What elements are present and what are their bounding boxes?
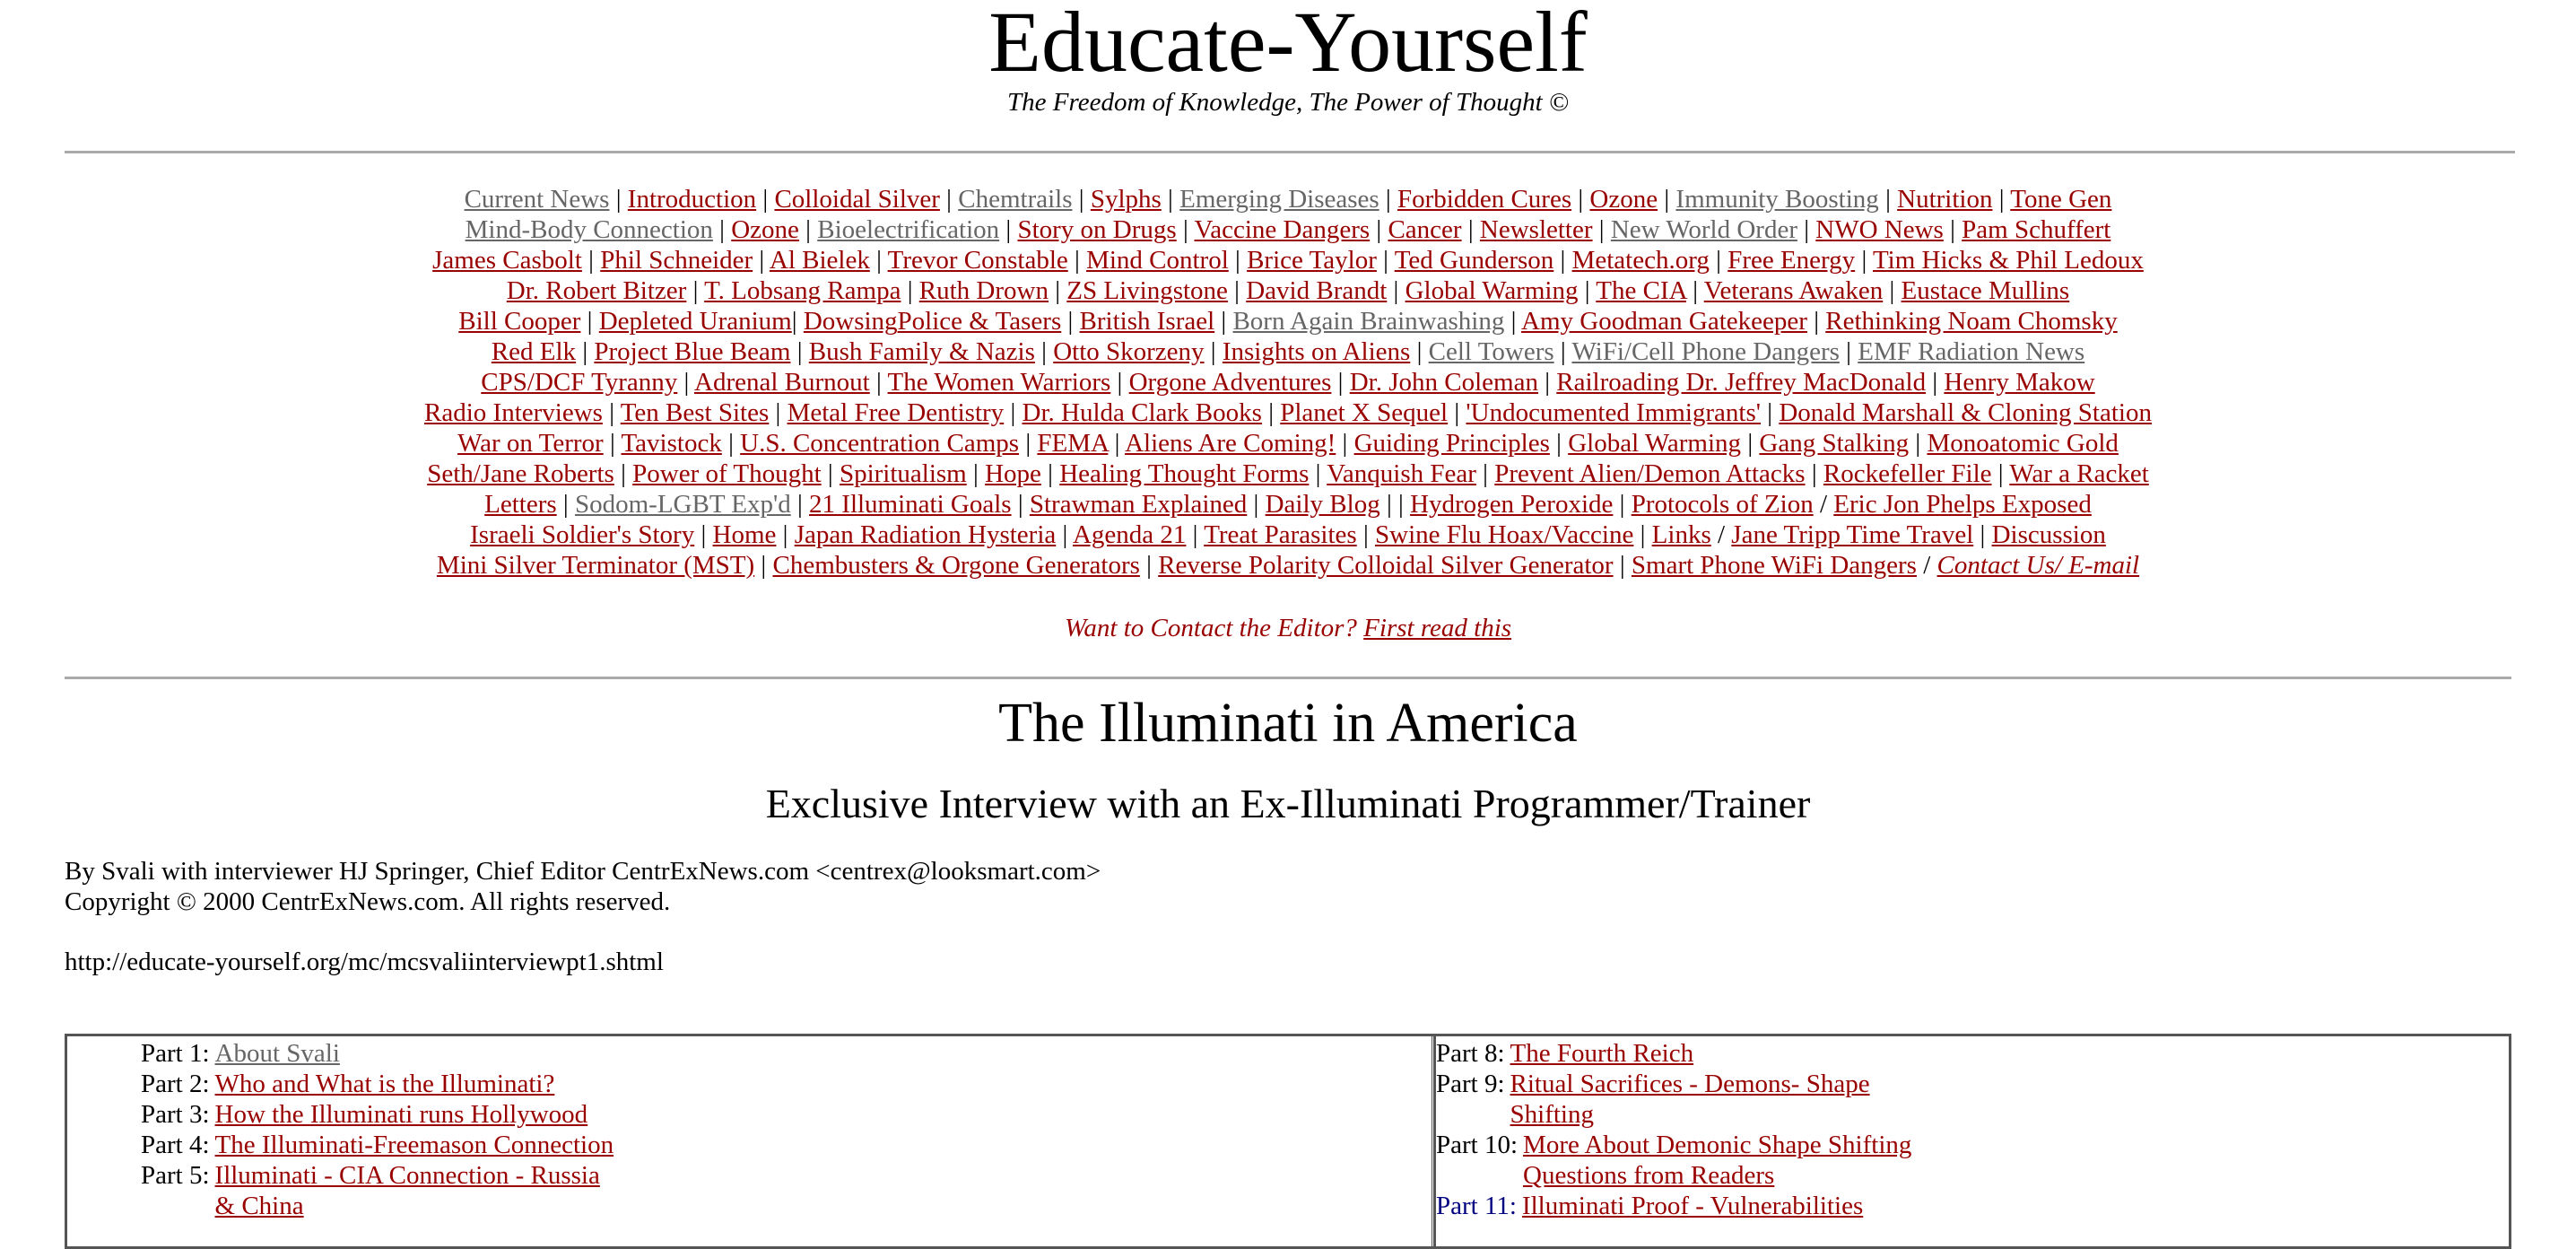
nav-separator: |: [790, 490, 810, 519]
nav-link-colloidal-silver[interactable]: Colloidal Silver: [774, 185, 940, 214]
nav-separator: |: [1387, 276, 1405, 305]
nav-link-protocols-of-zion[interactable]: Protocols of Zion: [1631, 490, 1814, 519]
divider-top: [65, 151, 2515, 153]
nav-link-ted-gunderson[interactable]: Ted Gunderson: [1394, 246, 1554, 275]
nav-link-sylphs[interactable]: Sylphs: [1090, 185, 1162, 214]
part-link-wrap: [215, 1160, 600, 1221]
site-navigation: [0, 184, 2576, 581]
nav-link-mind-body-connection[interactable]: Mind-Body Connection: [465, 215, 713, 244]
nav-separator: | |: [1379, 490, 1411, 519]
nav-separator: |: [1504, 307, 1522, 336]
nav-separator: /: [1813, 490, 1834, 519]
nav-separator: |: [790, 337, 809, 366]
nav-link-adrenal-burnout[interactable]: Adrenal Burnout: [694, 368, 870, 397]
nav-separator: |: [791, 307, 804, 336]
nav-separator: |: [1883, 276, 1902, 305]
nav-link-amy-goodman-gatekeeper[interactable]: Amy Goodman Gatekeeper: [1521, 307, 1807, 336]
nav-separator: /: [1710, 520, 1732, 549]
nav-separator: |: [754, 551, 773, 580]
nav-separator: |: [614, 459, 633, 488]
part-link[interactable]: The Illuminati-Freemason Connection: [214, 1131, 614, 1159]
nav-link-dr-john-coleman[interactable]: Dr. John Coleman: [1349, 368, 1538, 397]
nav-link-bush-family-nazis[interactable]: Bush Family & Nazis: [808, 337, 1035, 366]
part-link[interactable]: Ritual Sacrifices - Demons- Shape: [1510, 1070, 1870, 1098]
byline: By Svali with interviewer HJ Springer, Chief Editor CentrExNews.com <centrex@looksmart.com>: [65, 857, 1101, 886]
part-link[interactable]: More About Demonic Shape Shifting: [1523, 1131, 1912, 1159]
nav-separator: |: [869, 246, 888, 275]
contact-prompt: Want to Contact the Editor?: [1064, 614, 1357, 642]
nav-separator: |: [1176, 215, 1195, 244]
part-entry: [141, 1069, 614, 1099]
part-link[interactable]: The Fourth Reich: [1510, 1039, 1694, 1068]
contact-editor-line: [0, 612, 2576, 644]
part-label: Part 10:: [1436, 1131, 1519, 1159]
parts-index-table: [65, 1034, 2511, 1249]
nav-link-depleted-uranium[interactable]: Depleted Uranium: [598, 307, 792, 336]
nav-link-otto-skorzeny[interactable]: Otto Skorzeny: [1053, 337, 1205, 366]
nav-line: [0, 397, 2576, 428]
nav-line: [0, 275, 2576, 306]
nav-separator: |: [1410, 337, 1429, 366]
nav-separator: |: [1227, 276, 1247, 305]
nav-link-rockefeller-file[interactable]: Rockefeller File: [1823, 459, 1992, 488]
nav-line: [0, 520, 2576, 550]
parts-column-right: [1436, 1038, 1911, 1221]
nav-link-james-casbolt[interactable]: James Casbolt: [432, 246, 582, 275]
nav-link-phil-schneider[interactable]: Phil Schneider: [600, 246, 753, 275]
nav-separator: |: [1839, 337, 1858, 366]
nav-link-ozone[interactable]: Ozone: [1589, 185, 1658, 214]
part-entry: [141, 1099, 614, 1130]
nav-separator: |: [602, 398, 621, 427]
nav-separator: |: [1309, 459, 1327, 488]
nav-link-israeli-soldier-s-story[interactable]: Israeli Soldier's Story: [470, 520, 695, 549]
nav-link-strawman-explained[interactable]: Strawman Explained: [1029, 490, 1248, 519]
nav-separator: |: [1247, 490, 1266, 519]
nav-link-cell-towers[interactable]: Cell Towers: [1428, 337, 1554, 366]
nav-separator: |: [966, 459, 986, 488]
part-entry: [1436, 1191, 1911, 1221]
nav-link-cancer[interactable]: Cancer: [1388, 215, 1462, 244]
nav-link-global-warming[interactable]: Global Warming: [1568, 429, 1742, 458]
nav-link-war-on-terror[interactable]: War on Terror: [457, 429, 604, 458]
nav-separator: |: [1061, 307, 1080, 336]
nav-link-undocumented-immigrants[interactable]: 'Undocumented Immigrants': [1466, 398, 1761, 427]
article-subtitle: Exclusive Interview with an Ex-Illuminati Programmer/Trainer: [765, 781, 1811, 826]
nav-link-vaccine-dangers[interactable]: Vaccine Dangers: [1194, 215, 1371, 244]
part-label: Part 9:: [1436, 1070, 1505, 1098]
nav-link-current-news[interactable]: Current News: [464, 185, 610, 214]
nav-line: [0, 214, 2576, 245]
parts-column-left: [141, 1038, 614, 1221]
nav-separator: |: [576, 337, 595, 366]
nav-link-rethinking-noam-chomsky[interactable]: Rethinking Noam Chomsky: [1825, 307, 2118, 336]
nav-separator: |: [1067, 246, 1087, 275]
nav-link-tim-hicks-phil-ledoux[interactable]: Tim Hicks & Phil Ledoux: [1872, 246, 2144, 275]
nav-link-nwo-news[interactable]: NWO News: [1815, 215, 1944, 244]
nav-link-police-tasers[interactable]: Police & Tasers: [897, 307, 1062, 336]
first-read-this-link[interactable]: First read this: [1363, 614, 1512, 642]
nav-link-hope[interactable]: Hope: [985, 459, 1041, 488]
nav-link-global-warming[interactable]: Global Warming: [1405, 276, 1579, 305]
nav-link-trevor-constable[interactable]: Trevor Constable: [887, 246, 1068, 275]
nav-link-gang-stalking[interactable]: Gang Stalking: [1759, 429, 1910, 458]
nav-link-reverse-polarity-colloidal-silver-generator[interactable]: Reverse Polarity Colloidal Silver Generator: [1158, 551, 1614, 580]
part-link-wrap: [1510, 1038, 1694, 1069]
nav-link-pam-schuffert[interactable]: Pam Schuffert: [1962, 215, 2111, 244]
part-entry: [141, 1038, 614, 1069]
part-link[interactable]: Illuminati Proof - Vulnerabilities: [1521, 1192, 1864, 1220]
nav-link-fema[interactable]: FEMA: [1037, 429, 1109, 458]
nav-link-ruth-drown[interactable]: Ruth Drown: [918, 276, 1049, 305]
nav-separator: |: [1878, 185, 1898, 214]
part-entry: [1436, 1130, 1911, 1191]
nav-link-dowsing[interactable]: Dowsing: [803, 307, 898, 336]
nav-separator: |: [756, 185, 775, 214]
nav-link-immunity-boosting[interactable]: Immunity Boosting: [1675, 185, 1879, 214]
byline-block: [65, 856, 1101, 917]
nav-separator: |: [1336, 429, 1354, 458]
nav-link-dr-hulda-clark-books[interactable]: Dr. Hulda Clark Books: [1022, 398, 1262, 427]
nav-link-sodom-lgbt-exp-d[interactable]: Sodom-LGBT Exp'd: [574, 490, 791, 519]
nav-separator: |: [1186, 520, 1205, 549]
nav-separator: |: [1019, 429, 1038, 458]
nav-separator: |: [1658, 185, 1676, 214]
nav-separator: |: [1578, 276, 1597, 305]
nav-separator: |: [1048, 276, 1067, 305]
article-title: The Illuminati in America: [998, 693, 1578, 754]
nav-separator: |: [581, 246, 601, 275]
nav-separator: |: [1461, 215, 1480, 244]
nav-separator: |: [1475, 459, 1495, 488]
nav-separator: |: [1376, 246, 1395, 275]
part-label: Part 4:: [141, 1131, 210, 1159]
nav-separator: |: [1549, 429, 1569, 458]
nav-link-red-elk[interactable]: Red Elk: [491, 337, 577, 366]
nav-separator: |: [1633, 520, 1652, 549]
nav-separator: |: [694, 520, 713, 549]
nav-separator: |: [1204, 337, 1223, 366]
nav-link-the-women-warriors[interactable]: The Women Warriors: [887, 368, 1111, 397]
nav-link-henry-makow[interactable]: Henry Makow: [1944, 368, 2095, 397]
nav-link-spiritualism[interactable]: Spiritualism: [839, 459, 967, 488]
nav-link-insights-on-aliens[interactable]: Insights on Aliens: [1222, 337, 1411, 366]
part-link-wrap: [215, 1099, 588, 1130]
nav-separator: |: [1685, 276, 1704, 305]
nav-separator: |: [1553, 246, 1572, 275]
part-link-wrap: [1523, 1130, 1911, 1191]
nav-link-prevent-alien-demon-attacks[interactable]: Prevent Alien/Demon Attacks: [1494, 459, 1806, 488]
nav-link-ozone[interactable]: Ozone: [731, 215, 799, 244]
nav-separator: |: [1139, 551, 1159, 580]
nav-separator: |: [1040, 459, 1060, 488]
nav-line: [0, 550, 2576, 581]
nav-link-metatech-org[interactable]: Metatech.org: [1571, 246, 1710, 275]
nav-link-radio-interviews[interactable]: Radio Interviews: [424, 398, 603, 427]
nav-link-project-blue-beam[interactable]: Project Blue Beam: [594, 337, 791, 366]
nav-separator: |: [556, 490, 575, 519]
nav-separator: |: [1228, 246, 1248, 275]
part-link[interactable]: Questions from Readers: [1523, 1161, 1775, 1190]
nav-link-born-again-brainwashing[interactable]: Born Again Brainwashing: [1232, 307, 1505, 336]
nav-link-tone-gen[interactable]: Tone Gen: [2010, 185, 2112, 214]
divider-middle: [65, 677, 2511, 679]
nav-separator: |: [721, 429, 741, 458]
nav-separator: |: [1571, 185, 1590, 214]
nav-line: [0, 184, 2576, 214]
nav-separator: |: [1909, 429, 1928, 458]
nav-link-letters[interactable]: Letters: [484, 490, 557, 519]
nav-line: [0, 428, 2576, 459]
nav-separator: /: [1916, 551, 1937, 580]
nav-separator: |: [1261, 398, 1281, 427]
nav-link-tavistock[interactable]: Tavistock: [621, 429, 722, 458]
nav-link-cps-dcf-tyranny[interactable]: CPS/DCF Tyranny: [481, 368, 678, 397]
nav-separator: |: [1379, 185, 1397, 214]
part-label: Part 5:: [141, 1161, 210, 1190]
nav-separator: |: [821, 459, 840, 488]
part-link[interactable]: & China: [214, 1192, 304, 1220]
nav-separator: |: [1448, 398, 1466, 427]
nav-separator: |: [1331, 368, 1350, 397]
nav-link-planet-x-sequel[interactable]: Planet X Sequel: [1280, 398, 1449, 427]
nav-link-story-on-drugs[interactable]: Story on Drugs: [1017, 215, 1177, 244]
nav-link-mind-control[interactable]: Mind Control: [1086, 246, 1229, 275]
nav-link-ten-best-sites[interactable]: Ten Best Sites: [620, 398, 770, 427]
nav-link-smart-phone-wifi-dangers[interactable]: Smart Phone WiFi Dangers: [1631, 551, 1917, 580]
nav-link-railroading-dr-jeffrey-macdonald[interactable]: Railroading Dr. Jeffrey MacDonald: [1556, 368, 1927, 397]
nav-separator: |: [1761, 398, 1780, 427]
nav-separator: |: [776, 520, 795, 549]
nav-link-the-cia[interactable]: The CIA: [1596, 276, 1686, 305]
nav-link-veterans-awaken[interactable]: Veterans Awaken: [1703, 276, 1884, 305]
nav-link-newsletter[interactable]: Newsletter: [1479, 215, 1593, 244]
nav-link-healing-thought-forms[interactable]: Healing Thought Forms: [1059, 459, 1310, 488]
nav-separator: |: [1356, 520, 1376, 549]
nav-link-bill-cooper[interactable]: Bill Cooper: [458, 307, 581, 336]
nav-link-bioelectrification[interactable]: Bioelectrification: [817, 215, 1000, 244]
nav-separator: |: [712, 215, 732, 244]
nav-link-zs-livingstone[interactable]: ZS Livingstone: [1066, 276, 1228, 305]
nav-link-treat-parasites[interactable]: Treat Parasites: [1204, 520, 1357, 549]
nav-line: [0, 306, 2576, 336]
nav-link-guiding-principles[interactable]: Guiding Principles: [1353, 429, 1550, 458]
nav-link-al-bielek[interactable]: Al Bielek: [769, 246, 870, 275]
nav-separator: |: [769, 398, 788, 427]
part-link[interactable]: About Svali: [214, 1039, 340, 1068]
nav-link-jane-tripp-time-travel[interactable]: Jane Tripp Time Travel: [1731, 520, 1974, 549]
nav-link-nutrition[interactable]: Nutrition: [1897, 185, 1993, 214]
part-link[interactable]: How the Illuminati runs Hollywood: [214, 1100, 588, 1129]
nav-link-free-energy[interactable]: Free Energy: [1727, 246, 1856, 275]
nav-separator: |: [1214, 307, 1233, 336]
nav-link-british-israel[interactable]: British Israel: [1079, 307, 1215, 336]
part-entry: [1436, 1069, 1911, 1130]
nav-separator: |: [1161, 185, 1180, 214]
nav-link-introduction[interactable]: Introduction: [627, 185, 757, 214]
nav-line: [0, 489, 2576, 520]
nav-separator: |: [869, 368, 888, 397]
part-label: Part 2:: [141, 1070, 210, 1098]
nav-separator: |: [999, 215, 1018, 244]
nav-separator: |: [1797, 215, 1816, 244]
nav-line: [0, 336, 2576, 367]
nav-separator: |: [677, 368, 695, 397]
nav-separator: |: [580, 307, 599, 336]
nav-separator: |: [798, 215, 818, 244]
part-label: Part 3:: [141, 1100, 210, 1129]
nav-link-vanquish-fear[interactable]: Vanquish Fear: [1327, 459, 1476, 488]
nav-link-japan-radiation-hysteria[interactable]: Japan Radiation Hysteria: [794, 520, 1057, 549]
nav-link-monoatomic-gold[interactable]: Monoatomic Gold: [1927, 429, 2119, 458]
part-link[interactable]: Shifting: [1510, 1100, 1594, 1129]
nav-link-u-s-concentration-camps[interactable]: U.S. Concentration Camps: [740, 429, 1020, 458]
nav-separator: |: [1011, 490, 1030, 519]
nav-link-emerging-diseases[interactable]: Emerging Diseases: [1179, 185, 1379, 214]
nav-link-donald-marshall-cloning-station[interactable]: Donald Marshall & Cloning Station: [1779, 398, 2152, 427]
nav-separator: |: [1943, 215, 1962, 244]
nav-separator: |: [1370, 215, 1388, 244]
nav-link-forbidden-cures[interactable]: Forbidden Cures: [1397, 185, 1572, 214]
nav-separator: |: [1056, 520, 1073, 549]
nav-separator: |: [1553, 337, 1572, 366]
nav-separator: |: [1004, 398, 1023, 427]
nav-separator: |: [609, 185, 628, 214]
nav-link-war-a-racket[interactable]: War a Racket: [2009, 459, 2149, 488]
nav-link-chemtrails[interactable]: Chemtrails: [958, 185, 1073, 214]
nav-separator: |: [901, 276, 919, 305]
nav-link-power-of-thought[interactable]: Power of Thought: [632, 459, 822, 488]
nav-line: [0, 245, 2576, 275]
part-entry: [1436, 1038, 1911, 1069]
nav-link-david-brandt[interactable]: David Brandt: [1246, 276, 1388, 305]
part-label: Part 11:: [1436, 1192, 1517, 1220]
nav-link-discussion[interactable]: Discussion: [1991, 520, 2106, 549]
nav-separator: |: [1992, 185, 2011, 214]
part-link-wrap: [215, 1038, 340, 1069]
part-entry: [141, 1130, 614, 1160]
nav-separator: |: [1991, 459, 2010, 488]
nav-separator: |: [686, 276, 705, 305]
page-url: http://educate-yourself.org/mc/mcsvaliinterviewpt1.shtml: [65, 948, 664, 976]
nav-link-new-world-order[interactable]: New World Order: [1610, 215, 1797, 244]
nav-link-daily-blog[interactable]: Daily Blog: [1265, 490, 1380, 519]
nav-separator: |: [1592, 215, 1611, 244]
nav-link-orgone-adventures[interactable]: Orgone Adventures: [1128, 368, 1332, 397]
nav-separator: |: [1072, 185, 1091, 214]
nav-separator: |: [1613, 551, 1632, 580]
part-link[interactable]: Who and What is the Illuminati?: [214, 1070, 555, 1098]
nav-link-swine-flu-hoax-vaccine[interactable]: Swine Flu Hoax/Vaccine: [1375, 520, 1634, 549]
part-link-wrap: [215, 1130, 614, 1160]
nav-link-wifi-cell-phone-dangers[interactable]: WiFi/Cell Phone Dangers: [1571, 337, 1840, 366]
nav-separator: |: [1855, 246, 1873, 275]
nav-separator: |: [1973, 520, 1992, 549]
nav-separator: |: [1709, 246, 1728, 275]
nav-link-hydrogen-peroxide[interactable]: Hydrogen Peroxide: [1410, 490, 1614, 519]
nav-link-dr-robert-bitzer[interactable]: Dr. Robert Bitzer: [506, 276, 687, 305]
part-label: Part 1:: [141, 1039, 210, 1068]
part-link-wrap: [215, 1069, 555, 1099]
nav-link-agenda-21[interactable]: Agenda 21: [1072, 520, 1187, 549]
part-label: Part 8:: [1436, 1039, 1505, 1068]
nav-link-mini-silver-terminator-mst[interactable]: Mini Silver Terminator (MST): [436, 551, 755, 580]
nav-link-eustace-mullins[interactable]: Eustace Mullins: [1901, 276, 2070, 305]
nav-link-emf-radiation-news[interactable]: EMF Radiation News: [1858, 337, 2085, 366]
nav-separator: |: [1537, 368, 1557, 397]
nav-link-chembusters-orgone-generators[interactable]: Chembusters & Orgone Generators: [772, 551, 1140, 580]
nav-separator: |: [939, 185, 959, 214]
nav-link-seth-jane-roberts[interactable]: Seth/Jane Roberts: [427, 459, 614, 488]
nav-line: [0, 367, 2576, 397]
nav-separator: |: [1741, 429, 1760, 458]
nav-separator: |: [1034, 337, 1054, 366]
nav-separator: |: [1108, 429, 1126, 458]
nav-link-t-lobsang-rampa[interactable]: T. Lobsang Rampa: [704, 276, 901, 305]
nav-separator: |: [1613, 490, 1632, 519]
site-title: Educate-Yourself: [988, 0, 1588, 90]
nav-separator: |: [1926, 368, 1945, 397]
nav-link-aliens-are-coming[interactable]: Aliens Are Coming!: [1125, 429, 1336, 458]
nav-separator: |: [603, 429, 622, 458]
nav-separator: |: [1110, 368, 1129, 397]
part-entry: [141, 1160, 614, 1221]
nav-separator: |: [753, 246, 770, 275]
nav-link-contact-us-e-mail[interactable]: Contact Us/ E-mail: [1936, 551, 2140, 580]
part-link-wrap: [1522, 1191, 1863, 1221]
nav-link-21-illuminati-goals[interactable]: 21 Illuminati Goals: [809, 490, 1012, 519]
copyright-notice: Copyright © 2000 CentrExNews.com. All rights reserved.: [65, 887, 671, 916]
nav-separator: |: [1806, 307, 1826, 336]
nav-link-metal-free-dentistry[interactable]: Metal Free Dentistry: [787, 398, 1005, 427]
nav-link-brice-taylor[interactable]: Brice Taylor: [1247, 246, 1377, 275]
nav-separator: |: [1805, 459, 1823, 488]
nav-link-links[interactable]: Links: [1651, 520, 1711, 549]
nav-line: [0, 459, 2576, 489]
nav-link-home[interactable]: Home: [712, 520, 777, 549]
nav-link-eric-jon-phelps-exposed[interactable]: Eric Jon Phelps Exposed: [1833, 490, 2092, 519]
part-link[interactable]: Illuminati - CIA Connection - Russia: [214, 1161, 600, 1190]
site-tagline: The Freedom of Knowledge, The Power of Thought ©: [1007, 88, 1569, 117]
part-link-wrap: [1510, 1069, 1870, 1130]
